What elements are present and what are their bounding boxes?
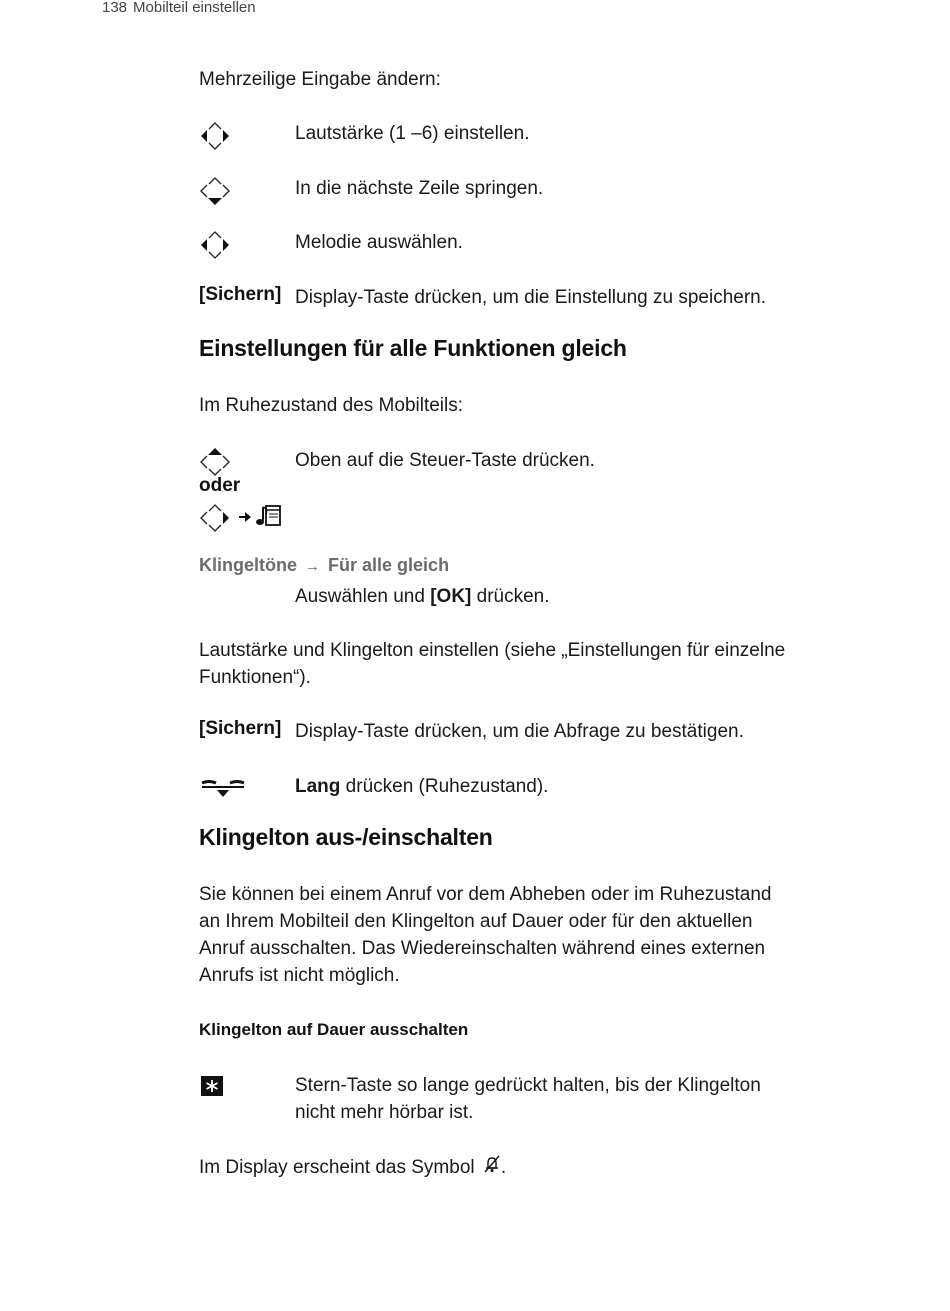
save-step-text: Display-Taste drücken, um die Einstellung zu speichern. [295,287,767,308]
or-label: oder [199,475,241,496]
arrow-right-icon [238,510,252,524]
ring-para-line4: Anrufs ist nicht möglich. [199,965,400,986]
page-header [102,0,256,16]
step-melody-text: Melodie auswählen. [295,232,463,253]
nav-key-right-icon [200,503,230,533]
step-volume-text: Lautstärke (1 –6) einstellen. [295,123,530,144]
adjust-text-line1: Lautstärke und Klingelton einstellen (siehe „Einstellungen für einzelne [199,640,786,661]
display-symbol-suffix: . [500,1157,507,1178]
select-suffix: drücken. [471,586,550,607]
long-press-label: Lang [295,776,341,797]
star-text-line2: nicht mehr hörbar ist. [295,1102,474,1123]
subheading-permanent-off: Klingelton auf Dauer ausschalten [199,1020,469,1039]
multiline-intro: Mehrzeilige Eingabe ändern: [199,69,441,90]
select-prefix: Auswählen und [295,586,431,607]
idle-intro-text: Im Ruhezustand des Mobilteils: [199,395,464,416]
step-next-line-text: In die nächste Zeile springen. [295,178,544,199]
star-text-line1: Stern-Taste so lange gedrückt halten, bis der Klingelton [295,1075,761,1096]
bell-off-icon [483,1154,501,1181]
display-symbol-label: Im Display erscheint das Symbol [199,1157,475,1178]
nav-key-up-icon [200,447,230,477]
ring-para-line1: Sie können bei einem Anruf vor dem Abheben oder im Ruhezustand [199,884,772,905]
section-heading-all-functions: Einstellungen für alle Funktionen gleich [199,335,627,361]
save-softkey-label: [Sichern] [199,284,282,305]
ring-para-line3: Anruf ausschalten. Das Wiedereinschalten während eines externen [199,938,766,959]
nav-key-left-right-icon [200,121,230,151]
display-symbol-text [199,1154,506,1181]
menu-item-ringtones: Klingeltöne [199,555,297,575]
chapter-title: Mobilteil einstellen [133,0,256,16]
menu-path-arrow: → [305,558,321,575]
ringtone-menu-icon [255,503,283,529]
confirm-step-text: Display-Taste drücken, um die Abfrage zu bestätigen. [295,721,744,742]
nav-key-left-right-icon [200,230,230,260]
page-number: 138 [102,0,128,16]
ok-key-label: [OK] [430,586,472,607]
ring-para-line2: an Ihrem Mobilteil den Klingelton auf Dauer oder für den aktuellen [199,911,753,932]
section-heading-ring-toggle: Klingelton aus-/einschalten [199,824,493,850]
save-softkey-label-2: [Sichern] [199,718,282,739]
end-key-desc: drücken (Ruhezustand). [340,776,549,797]
menu-path [199,555,449,576]
star-key-icon [201,1076,223,1096]
end-key-text [295,773,548,800]
nav-key-down-icon [200,176,230,206]
select-ok-text [295,583,550,610]
step-up-text: Oben auf die Steuer-Taste drücken. [295,450,595,471]
adjust-text-line2: Funktionen“). [199,667,311,688]
menu-item-all-same: Für alle gleich [328,555,450,575]
end-call-key-icon [200,777,246,799]
